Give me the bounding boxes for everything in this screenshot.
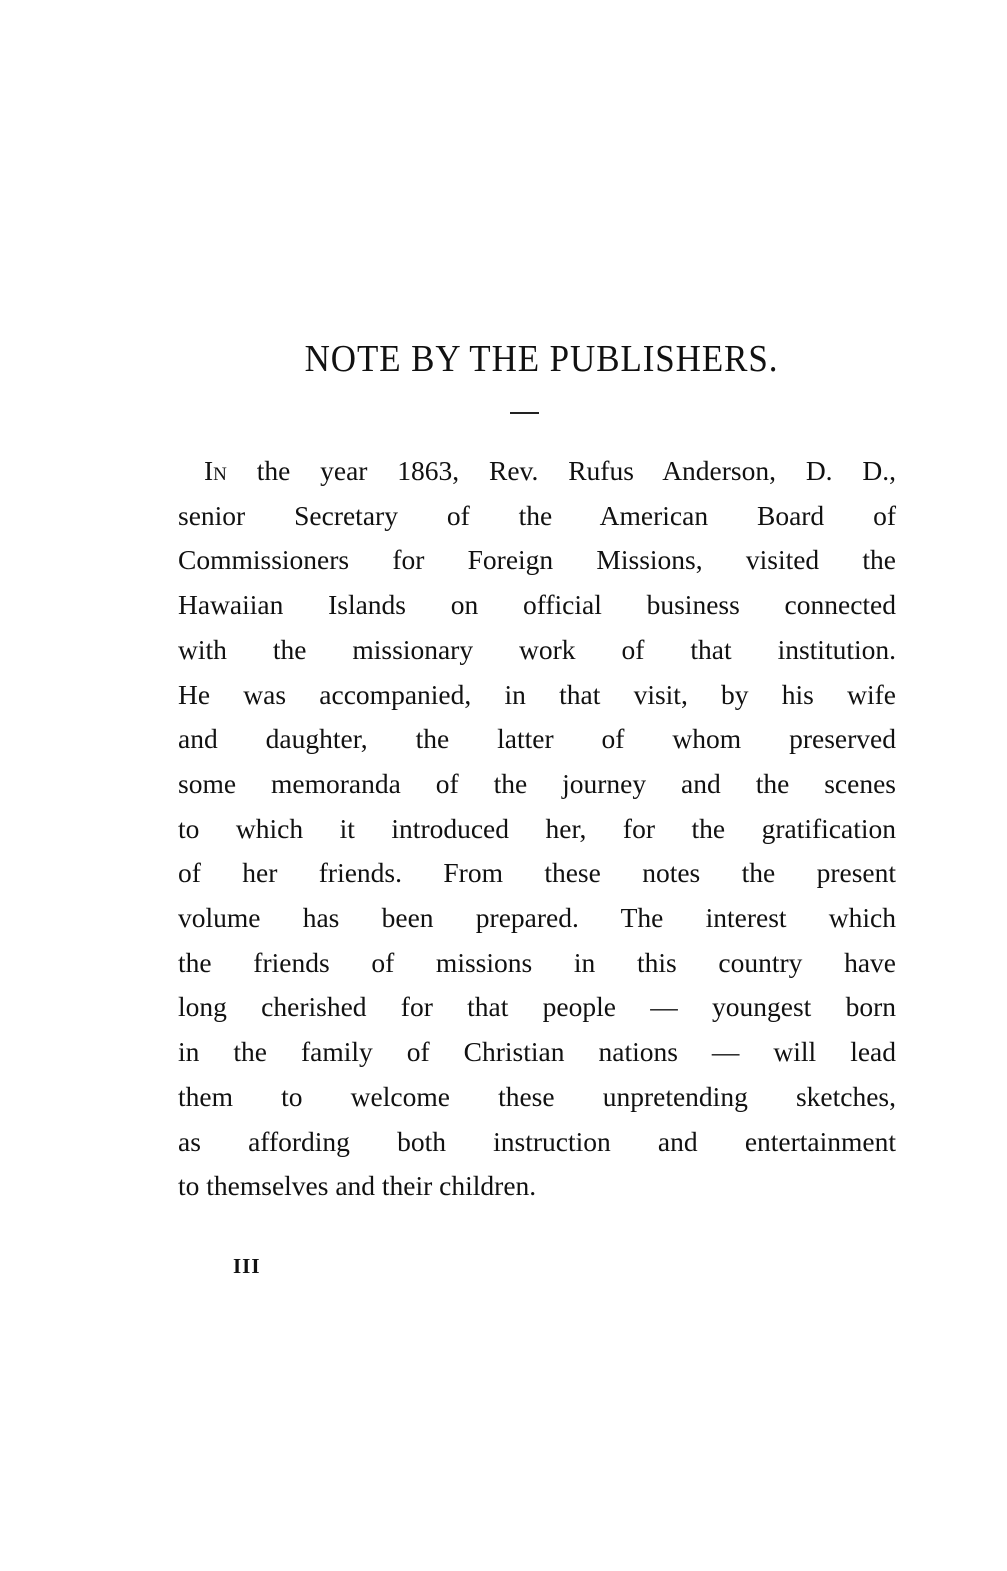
paragraph-line: In the year 1863, Rev. Rufus Anderson, D. D., (204, 455, 896, 486)
paragraph-line: senior Secretary of the American Board of (178, 499, 896, 531)
paragraph-line: Commissioners for Foreign Missions, visited the (178, 544, 896, 576)
paragraph-line: as affording both instruction and entertainment (178, 1125, 896, 1157)
paragraph-line: some memoranda of the journey and the scenes (178, 767, 896, 799)
paragraph-line: the friends of missions in this country have (178, 946, 896, 978)
lead-word: In (204, 455, 227, 486)
paragraph-line: He was accompanied, in that visit, by his wife (178, 678, 896, 710)
paragraph-line: them to welcome these unpretending sketches, (178, 1080, 896, 1112)
paragraph-line: with the missionary work of that institution. (178, 633, 896, 665)
paragraph-line: and daughter, the latter of whom preserved (178, 723, 896, 755)
page-title: NOTE BY THE PUBLISHERS. (304, 338, 779, 380)
paragraph-line: volume has been prepared. The interest which (178, 902, 896, 934)
paragraph-line: to themselves and their children. (178, 1170, 537, 1202)
publishers-note-paragraph (178, 449, 896, 1209)
page-number: III (233, 1254, 261, 1278)
paragraph-line: of her friends. From these notes the present (178, 857, 896, 889)
paragraph-line: Hawaiian Islands on official business connected (178, 589, 896, 621)
title-divider (510, 412, 539, 414)
paragraph-line: long cherished for that people — youngest born (178, 991, 896, 1023)
paragraph-line: to which it introduced her, for the gratification (178, 812, 896, 844)
paragraph-line: in the family of Christian nations — will lead (178, 1036, 896, 1068)
